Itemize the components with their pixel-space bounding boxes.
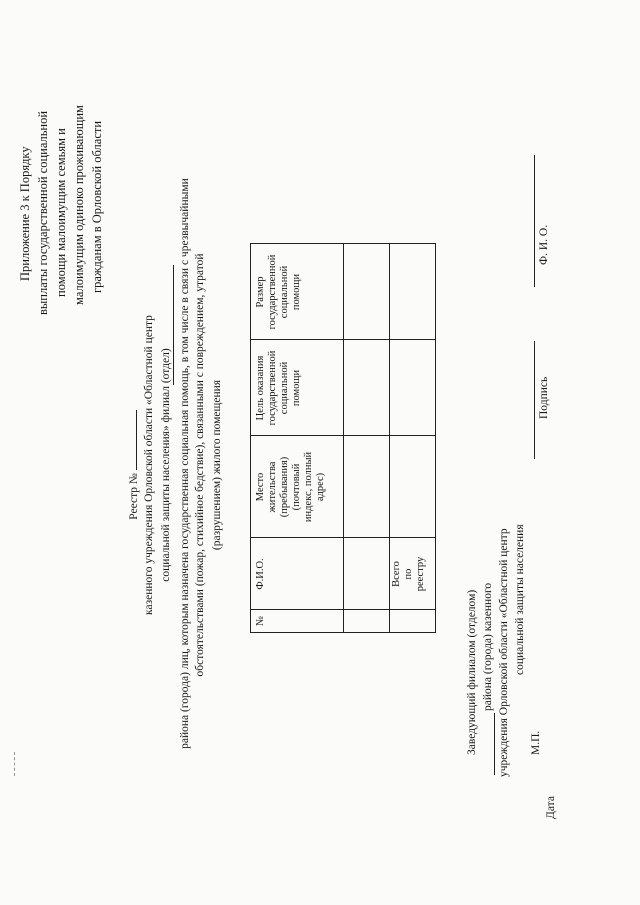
sig-line-3: учреждения Орловской области «Областной центр [498, 528, 510, 777]
registry-number-blank [126, 410, 137, 470]
sig-line-1: Заведующий филиалом (отделом) [466, 589, 478, 755]
date-label: Дата [545, 796, 557, 819]
title-line-5: обстоятельствами (пожар, стихийное бедствие), связанными с повреждением, утратой [194, 253, 206, 677]
col-header-name: Ф.И.О. [255, 558, 266, 590]
branch-blank-line [173, 265, 174, 385]
header-line-1: Приложение 3 к Порядку [18, 146, 32, 281]
signature-caption: Подпись [538, 376, 550, 419]
sig-line-2: района (города) казенного [482, 582, 494, 711]
title-line-4-text: района (города) лиц, которым назначена государственная социальная помощь, в том числе в связи с чрезвычайными [179, 178, 191, 749]
registry-table [250, 243, 436, 633]
title-line-2: казенного учреждения Орловской области «Областной центр [143, 315, 155, 615]
title-line-3-text: социальной защиты населения» филиал (отдел) [160, 348, 172, 582]
district-sig-blank [494, 713, 495, 775]
stamp-label: М.П. [530, 730, 542, 755]
sig-line-4: социальной защиты населения [514, 524, 526, 675]
header-line-2: выплаты государственной социальной [36, 110, 50, 315]
registry-number [126, 145, 141, 785]
header-line-4: малоимущим одиноко проживающим [72, 105, 86, 305]
col-header-amount: Размер государственной социальной помощи [255, 254, 302, 330]
col-header-number: № [255, 615, 266, 627]
row-divider-2 [389, 244, 390, 632]
registry-label: Реестр № [128, 473, 140, 520]
name-caption: Ф. И. О. [538, 224, 550, 265]
signature-line [534, 341, 535, 459]
name-line [534, 155, 535, 287]
header-line-5: гражданам в Орловской области [90, 120, 104, 293]
total-row-label: Всего по реестру [391, 556, 426, 592]
title-line-6: (разрушением) жилого помещения [211, 379, 223, 551]
row-divider-1 [343, 244, 344, 632]
header-line-3: помощи малоимущим семьям и [54, 128, 68, 297]
col-header-address: Место жительства (пребывания) (почтовый индекс, полный адрес) [255, 451, 326, 523]
col-header-purpose: Цель оказания государственной социальной помощи [255, 350, 302, 426]
title-line-4 [177, 145, 192, 785]
title-line-3 [160, 145, 173, 785]
